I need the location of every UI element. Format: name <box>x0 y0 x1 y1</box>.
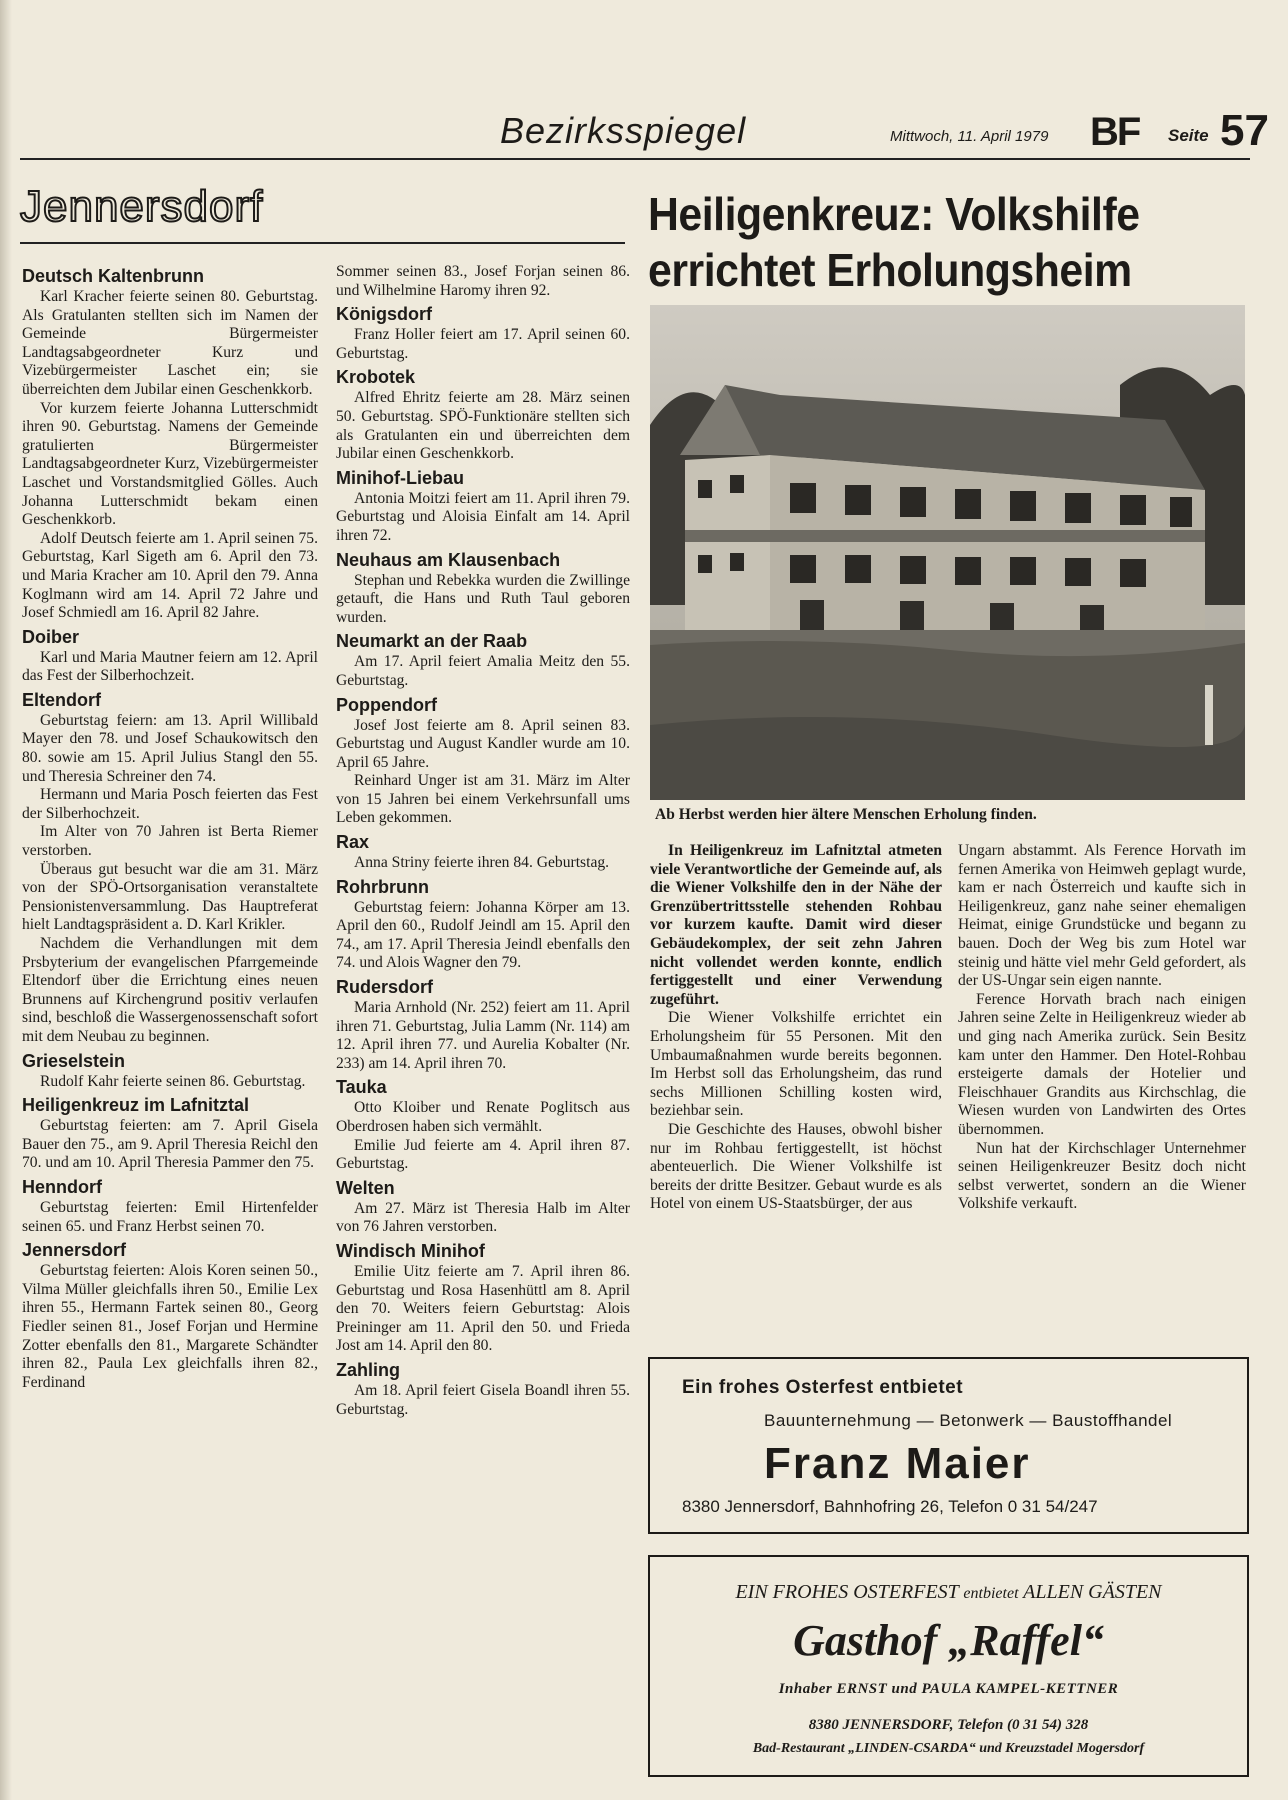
village-heading: Eltendorf <box>22 689 101 710</box>
news-paragraph: Nachdem die Verhandlungen mit dem Prsbyterium der evangelischen Pfarrgemeinde Eltendorf über die Errichtung eines neuen Brunnens auf Kirchengrund positiv verlaufen sind, beschloß die Wassergenossenschaft sofort mit dem Neubau zu beginnen. <box>22 935 318 1045</box>
article-paragraph: Ungarn abstammt. Als Ference Horvath im fernen Amerika von Heimweh geplagt wurde, kam er nach Österreich und kaufte sich in Heiligenkreuz, ganz nahe seiner ehemaligen Heimat, einige Grundstücke und begann zu bauen. Doch der Weg bis zum Hotel war steinig und hätte viel mehr Geld gefordert, als der US-Ungar sein eigen nannte. <box>958 842 1246 990</box>
ad-address: 8380 Jennersdorf, Bahnhofring 26, Telefon 0 31 54/247 <box>682 1497 1098 1516</box>
news-paragraph: Geburtstag feiern: Johanna Körper am 13. April den 60., Rudolf Jeindl am 15. April den 74., am 17. April Theresia Jeindl ebenfalls den 74. und Alois Wagner den 79. <box>336 898 630 972</box>
ad-address: 8380 JENNERSDORF, Telefon (0 31 54) 328 <box>808 1717 1089 1733</box>
news-paragraph: Geburtstag feiern: am 13. April Willibald Mayer den 78. und Josef Schaukowitsch den 80. sowie am 15. April Julius Stangl den 55. und Theresia Schreiner den 74. <box>22 711 318 785</box>
village-heading: Königsdorf <box>336 304 432 325</box>
news-paragraph: Emilie Uitz feierte am 7. April ihren 86. Geburtstag und Rosa Hasenhüttl am 8. April den 70. Weiters feiern Geburtstag: Alois Preininger am 11. April den 50. und Frieda Jost am 14. April den 80. <box>336 1262 630 1355</box>
news-paragraph: Am 18. April feiert Gisela Boandl ihren 55. Geburtstag. <box>336 1381 630 1418</box>
village-heading: Doiber <box>22 626 80 647</box>
village-heading: Rohrbrunn <box>336 876 429 897</box>
article-paragraph: Ference Horvath brach nach einigen Jahren seine Zelte in Heiligenkreuz wieder ab und ging nach Amerika zurück. Sein Besitz kam unter den Hammer. Den Hotel-Rohbau ersteigerte damals der Hotelier und Fleischhauer Grandits aus Kirchschlag, die Wiesen wurden von Landwirten des Ortes übernommen. <box>958 990 1246 1138</box>
village-heading: Heiligenkreuz im Lafnitztal <box>22 1095 250 1116</box>
article-paragraph: Nun hat der Kirchschlager Unternehmer seinen Heiligenkreuzer Besitz doch nicht selbst verwertet, sondern an die Wiener Volkshife verkauft. <box>958 1139 1246 1213</box>
news-paragraph: Otto Kloiber und Renate Poglitsch aus Oberdrosen haben sich vermählt. <box>336 1099 630 1135</box>
village-heading: Rax <box>336 832 370 853</box>
news-paragraph: Am 17. April feiert Amalia Meitz den 55. Geburtstag. <box>336 653 630 689</box>
village-heading: Jennersdorf <box>22 1240 127 1261</box>
news-paragraph: Am 27. März ist Theresia Halb im Alter von 76 Jahren verstorben. <box>336 1199 630 1236</box>
ad-trades: Bauunternehmung — Betonwerk — Baustoffhandel <box>764 1411 1173 1430</box>
news-paragraph: Geburtstag feierten: Emil Hirtenfelder seinen 65. und Franz Herbst seinen 70. <box>22 1198 318 1235</box>
village-heading: Windisch Minihof <box>336 1240 485 1261</box>
village-heading: Deutsch Kaltenbrunn <box>22 266 205 286</box>
newspaper-logo: BF <box>1090 110 1140 154</box>
advertisement-gasthof-raffel <box>648 1555 1249 1777</box>
advertisement-franz-maier <box>648 1357 1249 1534</box>
district-name: Jennersdorf <box>20 182 264 231</box>
article-photo <box>650 305 1245 800</box>
village-heading: Krobotek <box>336 367 416 388</box>
issue-date: Mittwoch, 11. April 1979 <box>890 128 1049 145</box>
ad-greeting-a: EIN FROHES OSTERFEST <box>735 1581 959 1603</box>
news-column-2 <box>336 263 630 1419</box>
article-paragraph: Die Geschichte des Hauses, obwohl bisher nur im Rohbau fertiggestellt, ist höchst abenteuerlich. Die Wiener Volkshilfe ist bereits der dritte Besitzer. Gebaut wurde es als Hotel von einem US-Staatsbürger, der aus <box>650 1120 942 1213</box>
news-paragraph: Karl und Maria Mautner feiern am 12. April das Fest der Silberhochzeit. <box>22 648 318 685</box>
photo-caption: Ab Herbst werden hier ältere Menschen Erholung finden. <box>655 806 1037 823</box>
ad-business-name: Gasthof „Raffel“ <box>793 1616 1104 1665</box>
page-label: Seite <box>1168 126 1209 145</box>
article-lead: In Heiligenkreuz im Lafnitztal atmeten viele Verantwortliche der Gemeinde auf, als die Wiener Volkshilfe den in der Nähe der Grenzübertrittsstelle stehenden Rohbau vor kurzem kaufte. Damit wird dieser Gebäudekomplex, der seit zehn Jahren nicht vollendet werden konnte, endlich fertiggestellt und einer Verwendung zugeführt. <box>650 842 942 1008</box>
news-paragraph: Antonia Moitzi feiert am 11. April ihren 79. Geburtstag und Aloisia Einfalt am 14. April ihren 72. <box>336 489 630 544</box>
news-paragraph: Josef Jost feierte am 8. April seinen 83. Geburtstag und August Kandler wurde am 10. April 65 Jahre. <box>336 716 630 771</box>
news-column-1 <box>22 263 318 1392</box>
village-heading: Henndorf <box>22 1176 102 1197</box>
news-paragraph: Emilie Jud feierte am 4. April ihren 87. Geburtstag. <box>336 1136 630 1173</box>
ad-greeting <box>650 1581 1247 1604</box>
headline-line-2: errichtet Erholungsheim <box>648 244 1132 296</box>
news-paragraph: Karl Kracher feierte seinen 80. Geburtstag. Als Gratulanten stellten sich im Namen der Gemeinde Bürgermeister Landtagsabgeordneter Kurz und Vizebürgermeister Laschet ein; sie überreichten dem Jubilar einen Geschenkkorb. <box>22 288 318 398</box>
news-paragraph: Vor kurzem feierte Johanna Lutterschmidt ihren 90. Geburtstag. Namens der Gemeinde gratulierten Bürgermeister Landtagsabgeordneter Kurz, Vizebürgermeister Laschet und Vorstandsmitglied Gölles. Auch Johanna Lutterschmidt bekam einen Geschenkkorb. <box>22 399 318 529</box>
article-paragraph: Die Wiener Volkshilfe errichtet ein Erholungsheim für 55 Personen. Mit den Umbaumaßnahmen wurde bereits begonnen. Im Herbst soll das Erholungsheim, das rund sechs Millionen Schilling kosten wird, beziehbar sein. <box>650 1009 942 1120</box>
news-paragraph: Alfred Ehritz feierte am 28. März seinen 50. Geburtstag. SPÖ-Funktionäre stellten sich als Gratulanten ein und überreichten dem Jubilar einen Geschenkkorb. <box>336 389 630 463</box>
news-paragraph: Adolf Deutsch feierte am 1. April seinen 75. Geburtstag, Karl Sigeth am 6. April den 73. und Maria Kracher am 10. April den 79. Anna Koglmann wird am 14. April 72 Jahre und Josef Schmiedl am 16. April 82 Jahre. <box>22 529 318 622</box>
page-number: 57 <box>1220 106 1269 155</box>
article-column-2 <box>958 842 1246 1214</box>
section-title: Bezirksspiegel <box>500 110 747 151</box>
village-heading: Grieselstein <box>22 1050 126 1071</box>
ad-company-name: Franz Maier <box>764 1439 1031 1488</box>
news-paragraph: Geburtstag feierten: am 7. April Gisela Bauer den 75., am 9. April Theresia Reichl den 70. und am 10. April Theresia Pammer den 75. <box>22 1117 318 1172</box>
village-heading: Minihof-Liebau <box>336 467 464 488</box>
district-heading <box>20 182 625 244</box>
news-paragraph: Geburtstag feierten: Alois Koren seinen 50., Vilma Müller gleichfalls ihren 50., Emilie Lex ihren 55., Hermann Fartek seinen 80., Georg Fiedler seinen 81., Josef Forjan und Hermine Zotter ebenfalls den 81., Margarete Schändter ihren 82., Paula Lex gleichfalls ihren 82., Ferdinand <box>22 1262 318 1391</box>
ad-greeting: Ein frohes Osterfest entbietet <box>682 1377 964 1398</box>
building-photo-illustration <box>650 305 1245 800</box>
news-paragraph: Überaus gut besucht war die am 31. März von der SPÖ-Ortsorganisation veranstaltete Pensionistenversammlung. Das Hauptreferat hielt Landtagspräsident a. D. Karl Krikler. <box>22 860 318 934</box>
village-heading: Tauka <box>336 1077 387 1098</box>
news-paragraph: Franz Holler feiert am 17. April seinen 60. Geburtstag. <box>336 326 630 362</box>
village-heading: Rudersdorf <box>336 977 434 998</box>
ad-extra: Bad-Restaurant „LINDEN-CSARDA“ und Kreuzstadel Mogersdorf <box>752 1741 1145 1756</box>
article-column-1 <box>650 842 942 1214</box>
page-binding-shade <box>0 0 12 1800</box>
news-paragraph: Hermann und Maria Posch feierten das Fest der Silberhochzeit. <box>22 786 318 822</box>
ad-greeting-b: entbietet <box>963 1585 1019 1602</box>
headline-line-1: Heiligenkreuz: Volkshilfe <box>648 188 1140 240</box>
village-heading: Welten <box>336 1177 395 1198</box>
news-paragraph: Reinhard Unger ist am 31. März im Alter von 15 Jahren bei einem Verkehrsunfall ums Leben gekommen. <box>336 772 630 827</box>
village-heading: Neumarkt an der Raab <box>336 631 528 652</box>
news-paragraph: Anna Striny feierte ihren 84. Geburtstag. <box>354 854 610 872</box>
news-paragraph: Sommer seinen 83., Josef Forjan seinen 86. und Wilhelmine Haromy ihren 92. <box>336 263 630 299</box>
village-heading: Neuhaus am Klausenbach <box>336 549 561 570</box>
ad-greeting-c: ALLEN GÄSTEN <box>1023 1581 1162 1603</box>
news-paragraph: Maria Arnhold (Nr. 252) feiert am 11. April ihren 71. Geburtstag, Julia Lamm (Nr. 114) am 12. April ihren 77. und Aurelia Kobalter (Nr. 233) am 14. April ihren 70. <box>336 999 630 1072</box>
news-paragraph: Stephan und Rebekka wurden die Zwillinge getauft, die Hans und Ruth Taul geboren wurden. <box>336 571 630 626</box>
news-paragraph: Im Alter von 70 Jahren ist Berta Riemer verstorben. <box>22 823 318 860</box>
village-heading: Poppendorf <box>336 694 437 715</box>
village-heading: Zahling <box>336 1359 400 1380</box>
news-paragraph: Rudolf Kahr feierte seinen 86. Geburtstag. <box>40 1072 306 1090</box>
ad-owners: Inhaber ERNST und PAULA KAMPEL-KETTNER <box>778 1681 1119 1697</box>
masthead <box>20 100 1269 160</box>
article-headline <box>648 186 1206 298</box>
